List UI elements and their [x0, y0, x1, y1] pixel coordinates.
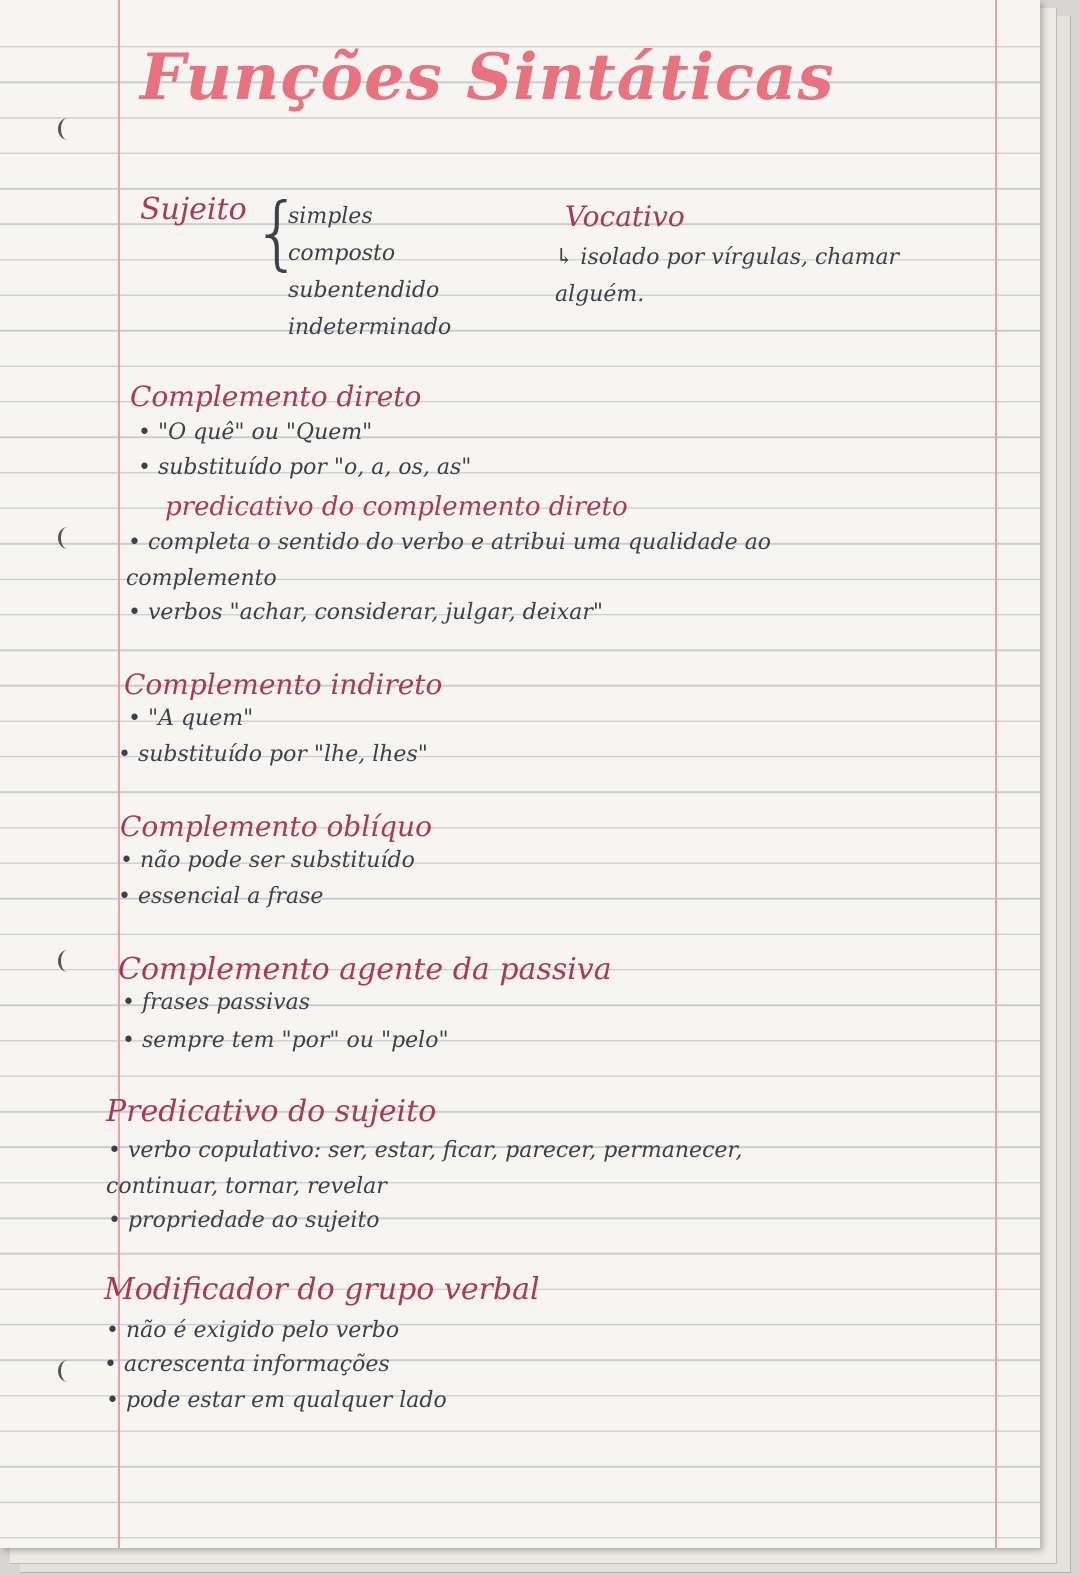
vocativo-label: Vocativo: [565, 200, 685, 233]
list-item: • substituído por "lhe, lhes": [118, 742, 428, 767]
list-item: complemento: [126, 566, 277, 591]
list-item: • sempre tem "por" ou "pelo": [122, 1028, 449, 1053]
list-item: • "O quê" ou "Quem": [138, 420, 373, 445]
section-heading: Predicativo do sujeito: [106, 1094, 437, 1129]
list-item: • completa o sentido do verbo e atribui uma qualidade ao: [128, 530, 772, 555]
list-item: • acrescenta informações: [104, 1352, 390, 1377]
list-item: • não pode ser substituído: [120, 848, 415, 873]
sujeito-label: Sujeito: [140, 192, 247, 227]
vocativo-note: alguém.: [555, 282, 645, 307]
section-heading: Complemento oblíquo: [120, 810, 432, 843]
sujeito-type: indeterminado: [288, 315, 452, 340]
vocativo-note: ↳ isolado por vírgulas, chamar: [555, 245, 900, 270]
list-item: • não é exigido pelo verbo: [106, 1318, 400, 1343]
section-heading: Complemento direto: [130, 380, 422, 413]
list-item: • pode estar em qualquer lado: [106, 1388, 447, 1413]
section-heading: Modificador do grupo verbal: [104, 1272, 540, 1307]
sujeito-brace: {: [252, 186, 303, 279]
list-item: • substituído por "o, a, os, as": [138, 455, 472, 480]
sujeito-type: subentendido: [288, 278, 440, 303]
section-heading: predicativo do complemento direto: [165, 492, 628, 522]
list-item: • verbos "achar, considerar, julgar, deixar": [128, 600, 603, 625]
list-item: • verbo copulativo: ser, estar, ficar, parecer, permanecer,: [108, 1138, 743, 1163]
page-title: Funções Sintáticas: [140, 40, 835, 115]
sujeito-type: simples: [288, 204, 373, 229]
sujeito-type: composto: [288, 241, 396, 266]
list-item: • "A quem": [128, 706, 254, 731]
list-item: • essencial a frase: [118, 884, 324, 909]
list-item: • frases passivas: [122, 990, 310, 1015]
list-item: • propriedade ao sujeito: [108, 1208, 380, 1233]
section-heading: Complemento agente da passiva: [118, 952, 612, 987]
list-item: continuar, tornar, revelar: [106, 1174, 387, 1199]
section-heading: Complemento indireto: [124, 668, 443, 701]
